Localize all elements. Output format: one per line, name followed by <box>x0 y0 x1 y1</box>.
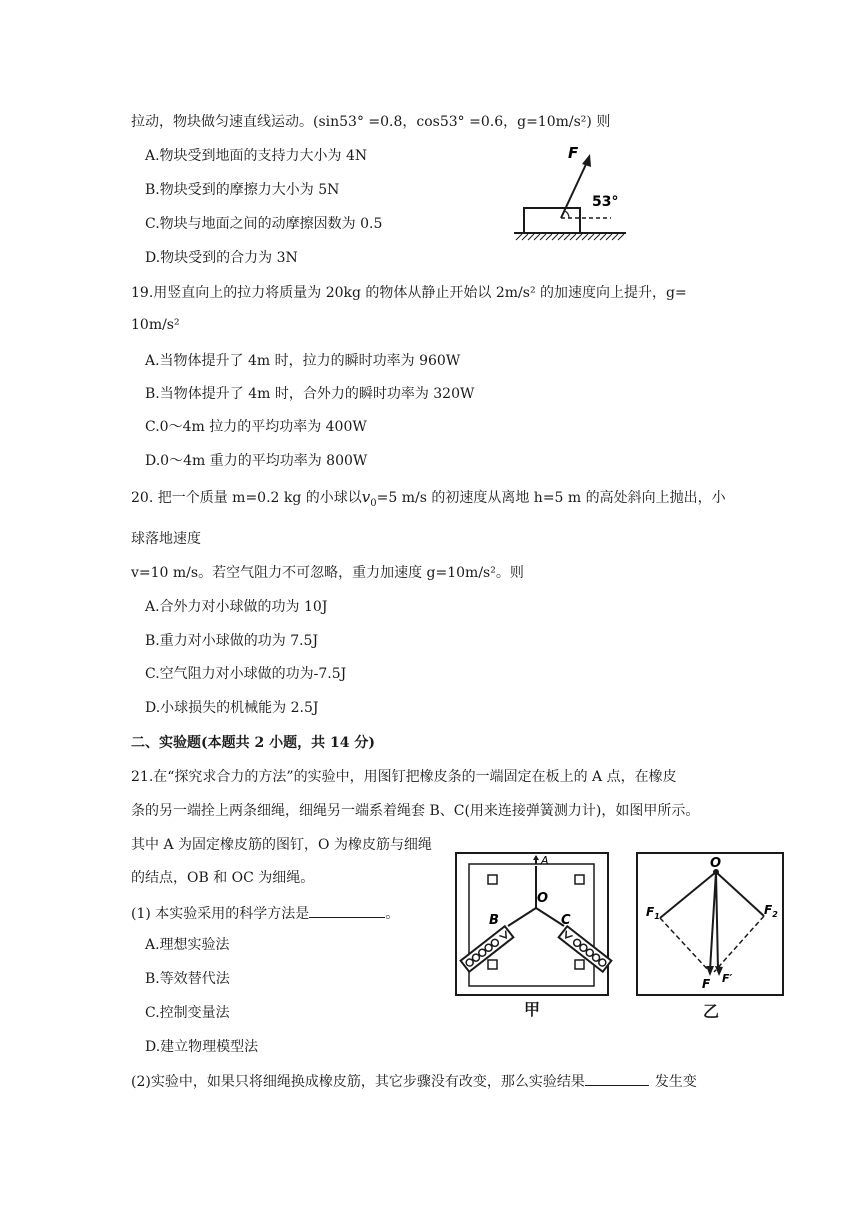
q18-option-b: B.物块受到的摩擦力大小为 5N <box>145 182 340 198</box>
q19-option-d: D.0～4m 重力的平均功率为 800W <box>145 453 368 469</box>
q21-option-c: C.控制变量法 <box>145 1005 230 1021</box>
force-label: F <box>568 144 579 162</box>
q21-stem-line4: 的结点，OB 和 OC 为细绳。 <box>131 870 315 886</box>
q21-part1-end: 。 <box>385 906 400 922</box>
q21-option-a: A.理想实验法 <box>145 937 230 953</box>
answer-blank-1[interactable] <box>309 903 385 918</box>
q20-option-d: D.小球损失的机械能为 2.5J <box>145 700 319 716</box>
section-2-heading: 二、实验题(本题共 2 小题，共 14 分) <box>131 735 375 751</box>
label-f: F <box>702 977 711 991</box>
q21-stem: 21.在“探究求合力的方法”的实验中，用图钉把橡皮条的一端固定在板上的 A 点，在橡皮 <box>131 769 677 785</box>
figure-jia-caption: 甲 <box>524 1000 541 1019</box>
q21-part1-text: (1) 本实验采用的科学方法是 <box>131 906 310 922</box>
q20-stem <box>131 488 726 513</box>
v0-subscript: 0 <box>370 497 377 509</box>
q21-stem-line3: 其中 A 为固定橡皮筋的图钉，O 为橡皮筋与细绳 <box>131 837 432 853</box>
figure-jia <box>453 850 613 1004</box>
label-f2: $F_2$ <box>764 903 778 919</box>
label-o: O <box>537 891 549 906</box>
q20-stem-pre: 20. 把一个质量 m=0.2 kg 的小球以 <box>131 490 362 506</box>
q21-option-b: B.等效替代法 <box>145 971 230 987</box>
q20-stem-continued: 球落地速度 <box>131 531 201 547</box>
label-f-prime: F′ <box>722 972 733 985</box>
q20-stem-conditions: v=10 m/s。若空气阻力不可忽略，重力加速度 g=10m/s²。则 <box>131 565 524 581</box>
q21-stem-line2: 条的另一端拴上两条细绳，细绳另一端系着绳套 B、C(用来连接弹簧测力计)，如图甲所示。 <box>131 803 700 819</box>
q20-option-c: C.空气阻力对小球做的功为-7.5J <box>145 666 347 682</box>
angle-label: 53° <box>592 194 619 210</box>
q20-option-a: A.合外力对小球做的功为 10J <box>145 599 328 615</box>
q19-option-b: B.当物体提升了 4m 时，合外力的瞬时功率为 320W <box>145 386 475 402</box>
q21-part1 <box>131 903 399 923</box>
q21-option-d: D.建立物理模型法 <box>145 1039 259 1055</box>
q21-part2 <box>131 1071 697 1091</box>
q18-option-a: A.物块受到地面的支持力大小为 4N <box>145 148 368 164</box>
q18-stem-continued: 拉动，物块做匀速直线运动。(sin53° =0.8，cos53° =0.6，g=10m/s²) 则 <box>131 114 611 130</box>
q18-option-d: D.物块受到的合力为 3N <box>145 250 298 266</box>
q19-stem-continued: 10m/s² <box>131 317 180 333</box>
q19-option-c: C.0～4m 拉力的平均功率为 400W <box>145 419 367 435</box>
figure-yi <box>634 850 789 1004</box>
q20-stem-post: =5 m/s 的初速度从离地 h=5 m 的高处斜向上抛出，小 <box>376 490 726 506</box>
figure-yi-caption: 乙 <box>703 1002 720 1021</box>
label-a: A <box>541 854 549 867</box>
q21-part2-text: (2)实验中，如果只将细绳换成橡皮筋，其它步骤没有改变，那么实验结果 <box>131 1074 585 1090</box>
q19-stem: 19.用竖直向上的拉力将质量为 20kg 的物体从静止开始以 2m/s² 的加速度向上提升，g= <box>131 285 687 301</box>
q18-option-c: C.物块与地面之间的动摩擦因数为 0.5 <box>145 216 383 232</box>
label-c: C <box>561 913 571 928</box>
label-b: B <box>489 913 499 928</box>
answer-blank-2[interactable] <box>585 1071 649 1086</box>
label-o-yi: O <box>710 856 722 871</box>
q18-block-figure <box>508 140 633 246</box>
q21-part2-end: 发生变 <box>654 1074 697 1090</box>
v0-symbol: v <box>361 488 371 506</box>
q19-option-a: A.当物体提升了 4m 时，拉力的瞬时功率为 960W <box>145 353 461 369</box>
q20-option-b: B.重力对小球做的功为 7.5J <box>145 633 319 649</box>
label-f1: $F_1$ <box>646 905 660 921</box>
